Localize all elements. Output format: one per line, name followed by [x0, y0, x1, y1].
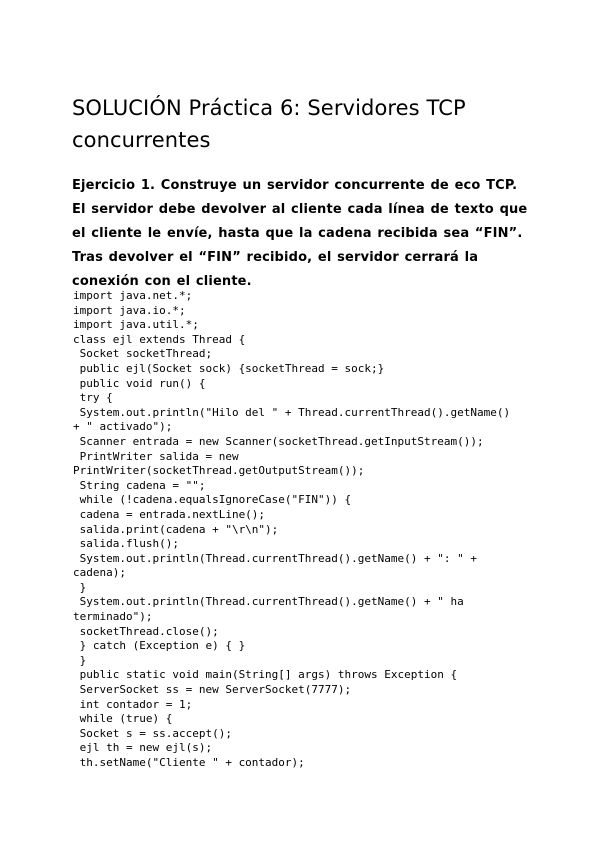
code-line: import java.net.*; [73, 289, 193, 302]
code-line: import java.util.*; [73, 318, 199, 332]
code-line: int contador = 1; [73, 697, 193, 711]
document-title: SOLUCIÓN Práctica 6: Servidores TCP concurrentes [72, 96, 466, 152]
code-line: cadena); [73, 566, 126, 580]
code-line: System.out.println(Thread.currentThread().getName() + ": " + [73, 551, 477, 565]
code-line: Socket socketThread; [73, 347, 213, 361]
code-line: + " activado"); [73, 420, 173, 434]
code-line: } [73, 653, 87, 667]
code-line: String cadena = ""; [73, 478, 206, 492]
code-line: while (!cadena.equalsIgnoreCase("FIN")) { [73, 493, 352, 507]
code-line: class ejl extends Thread { [73, 332, 246, 346]
code-line: System.out.println("Hilo del " + Thread.currentThread().getName() [73, 405, 511, 419]
code-line: System.out.println(Thread.currentThread().getName() + " ha [73, 595, 464, 609]
code-line: } [73, 580, 87, 594]
code-line: ejl th = new ejl(s); [73, 741, 213, 755]
code-line: ServerSocket ss = new ServerSocket(7777); [73, 683, 352, 697]
code-line: th.setName("Cliente " + contador); [73, 756, 305, 769]
code-line: Scanner entrada = new Scanner(socketThread.getInputStream()); [73, 434, 484, 448]
code-line: salida.print(cadena + "\r\n"); [73, 522, 279, 536]
code-line: PrintWriter(socketThread.getOutputStream()); [73, 464, 365, 478]
code-line: public static void main(String[] args) throws Exception { [73, 668, 458, 682]
code-line: import java.io.*; [73, 303, 186, 317]
code-line: public void run() { [73, 376, 206, 390]
code-line: public ejl(Socket sock) {socketThread = sock;} [73, 361, 385, 375]
code-line: PrintWriter salida = new [73, 449, 239, 463]
code-listing [73, 289, 533, 771]
code-line: cadena = entrada.nextLine(); [73, 507, 266, 521]
code-line: salida.flush(); [73, 537, 179, 551]
code-line: while (true) { [73, 712, 173, 726]
code-line: Socket s = ss.accept(); [73, 726, 232, 740]
code-line: terminado"); [73, 610, 153, 624]
code-line: socketThread.close(); [73, 624, 219, 638]
code-line: try { [73, 391, 113, 405]
exercise-statement: Ejercicio 1. Construye un servidor concurrente de eco TCP. El servidor debe devolver al cliente cada línea de texto que el cliente le envíe, hasta que la cadena recibida sea “FIN”. Tras devolver el “FIN” recibido, el servidor cerrará la conexión con el cliente. [72, 178, 528, 289]
code-line: } catch (Exception e) { } [73, 639, 246, 653]
